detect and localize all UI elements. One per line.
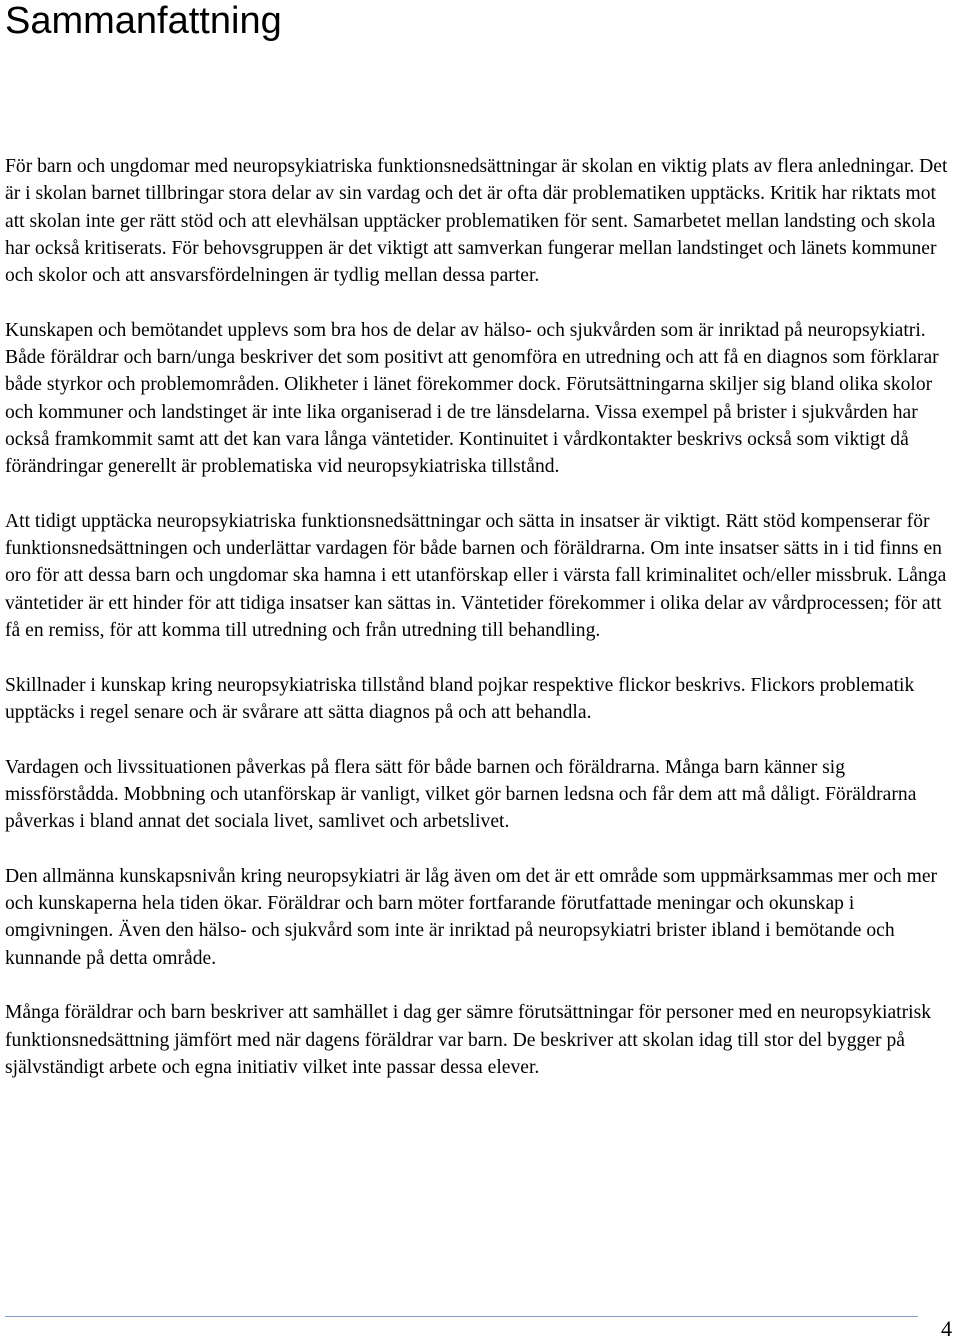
page-title: Sammanfattning [5, 0, 282, 42]
paragraph-6: Den allmänna kunskapsnivån kring neuropsykiatri är låg även om det är ett område som uppmärksammas mer och mer och kunskaperna hela tiden ökar. Föräldrar och barn möter fortfarande förutfattade meningar och okunskap i omgivningen. Även den hälso- och sjukvård som inte är inriktad på neuropsykiatri brister ibland i bemötande och kunnande på detta område. [5, 865, 938, 969]
document-body [5, 153, 950, 1108]
paragraph-5: Vardagen och livssituationen påverkas på flera sätt för både barnen och föräldrarna. Många barn känner sig missförstådda. Mobbning och utanförskap är vanligt, vilket gör barnen ledsna och får dem att må dåligt. Föräldrarna påverkas i bland annat det sociala livet, samlivet och arbetslivet. [5, 756, 917, 833]
footer-divider [5, 1316, 918, 1317]
paragraph-1: För barn och ungdomar med neuropsykiatriska funktionsnedsättningar är skolan en viktig plats av flera anledningar. Det är i skolan barnet tillbringar stora delar av sin vardag och det är ofta där problematiken upptäcks. Kritik har riktats mot att skolan inte ger rätt stöd och att elevhälsan upptäcker problematiken för sent. Samarbetet mellan landsting och skola har också kritiserats. För behovsgruppen är det viktigt att samverkan fungerar mellan landstinget och länets kommuner och skolor och att ansvarsfördelningen är tydlig mellan dessa parter. [5, 156, 948, 287]
paragraph-4: Skillnader i kunskap kring neuropsykiatriska tillstånd bland pojkar respektive flickor beskrivs. Flickors problematik upptäcks i regel senare och är svårare att sätta diagnos på och att behandla. [5, 674, 915, 723]
paragraph-3: Att tidigt upptäcka neuropsykiatriska funktionsnedsättningar och sätta in insatser är viktigt. Rätt stöd kompenserar för funktionsnedsättningen och underlättar vardagen för både barnen och föräldrarna. Om inte insatser sätts in i tid finns en oro för att dessa barn och ungdomar ska hamna i ett utanförskap eller i värsta fall kriminalitet och/eller missbruk. Långa väntetider är ett hinder för att tidiga insatser kan sättas in. Väntetider förekommer i olika delar av vårdprocessen; för att få en remiss, för att komma till utredning och från utredning till behandling. [5, 510, 947, 642]
paragraph-7: Många föräldrar och barn beskriver att samhället i dag ger sämre förutsättningar för personer med en neuropsykiatrisk funktionsnedsättning jämfört med när dagens föräldrar var barn. De beskriver att skolan idag till stor del bygger på självständigt arbete och egna initiativ vilket inte passar dessa elever. [5, 1002, 932, 1078]
paragraph-2: Kunskapen och bemötandet upplevs som bra hos de delar av hälso- och sjukvården som är inriktad på neuropsykiatri. Både föräldrar och barn/unga beskriver det som positivt att genomföra en utredning och att få en diagnos som förklarar både styrkor och problemområden. Olikheter i länet förekommer dock. Förutsättningarna skiljer sig bland olika skolor och kommuner och landstinget är inte lika organiserad i de tre länsdelarna. Vissa exempel på brister i sjukvården har också framkommit samt att det kan vara långa väntetider. Kontinuitet i vårdkontakter beskrivs också som viktigt då förändringar generellt är problematiska vid neuropsykiatriska tillstånd. [5, 319, 939, 478]
page-number: 4 [941, 1316, 952, 1341]
